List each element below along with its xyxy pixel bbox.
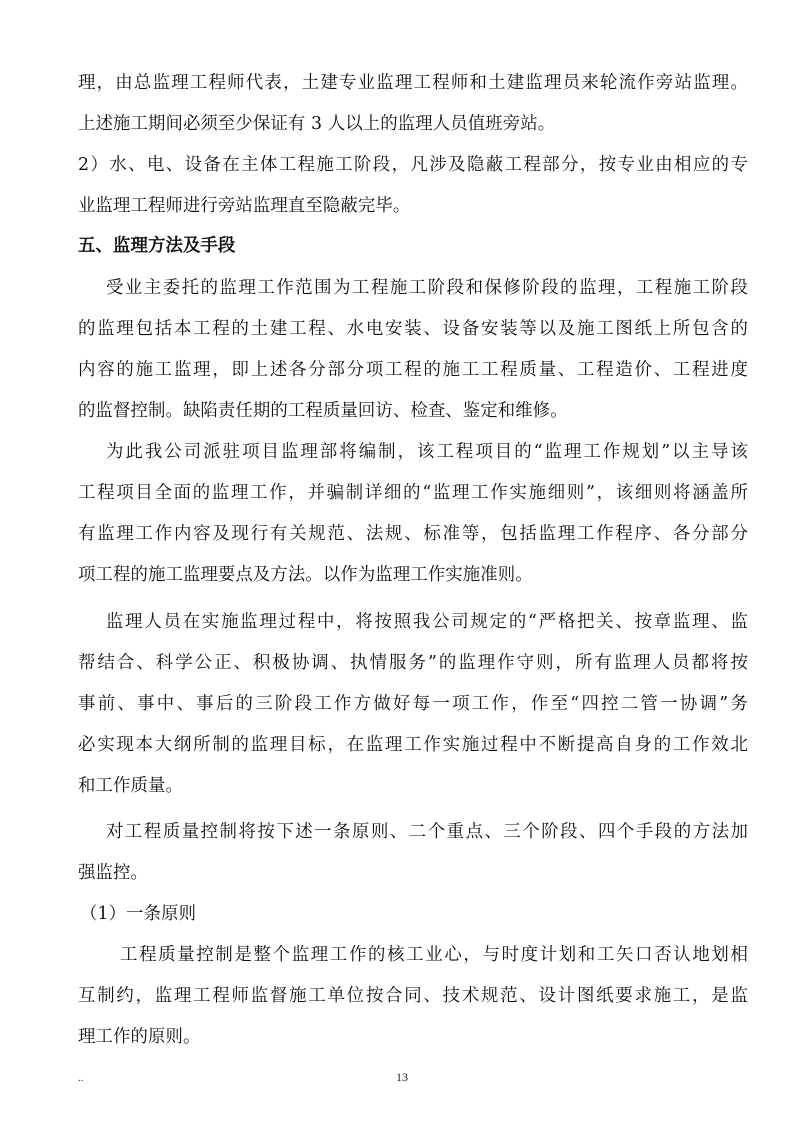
text-line: 事前、事中、事后的三阶段工作方做好每一项工作，作至“四控二管一协调”务 [78,694,748,714]
footer-mark: .. [78,1072,84,1084]
text-line: 上述施工期间必须至少保证有 3 人以上的监理人员值班旁站。 [78,114,556,134]
text-line: 受业主委托的监理工作范围为工程施工阶段和保修阶段的监理，工程施工阶段 [106,278,748,298]
text-line: 必实现本大纲所制的监理目标，在监理工作实施过程中不断提高自身的工作效北 [78,735,748,755]
text-line: 工程项目全面的监理工作，并骗制详细的“监理工作实施细则”，该细则将涵盖所 [78,483,748,503]
text-line: 为此我公司派驻项目监理部将编制，该工程项目的“监理工作规划”以主导该 [106,442,748,462]
text-line: 理，由总监理工程师代表，土建专业监理工程师和土建监理员来轮流作旁站监理。 [78,73,748,93]
text-line: 互制约，监理工程师监督施工单位按合同、技术规范、设计图纸要求施工，是监 [78,986,748,1006]
section-heading: 五、监理方法及手段 [78,236,236,256]
text-line: 理工作的原则。 [78,1027,201,1047]
text-line: 2）水、电、设备在主体工程施工阶段，凡涉及隐蔽工程部分，按专业由相应的专 [78,155,748,175]
subheading: （1）一条原则 [80,904,197,924]
text-line: 有监理工作内容及现行有关规范、法规、标准等，包括监理工作程序、各分部分 [78,524,748,544]
text-line: 的监理包括本工程的土建工程、水电安装、设备安装等以及施工图纸上所包含的 [78,319,748,339]
text-line: 内容的施工监理，即上述各分部分项工程的施工工程质量、工程造价、工程进度 [78,360,748,380]
page-number: 13 [396,1070,408,1084]
text-line: 和工作质量。 [78,776,183,796]
text-line: 业监理工程师进行旁站监理直至隐蔽完毕。 [78,196,411,216]
text-line: 监理人员在实施监理过程中，将按照我公司规定的“严格把关、按章监理、监 [106,612,748,632]
text-line: 帮结合、科学公正、积极协调、执情服务”的监理作守则，所有监理人员都将按 [78,653,748,673]
text-line: 的监督控制。缺陷责任期的工程质量回访、检查、鉴定和维修。 [78,401,568,421]
text-line: 工程质量控制是整个监理工作的核工业心，与时度计划和工矢口否认地划相 [120,945,748,965]
text-line: 强监控。 [78,863,148,883]
text-line: 对工程质量控制将按下述一条原则、二个重点、三个阶段、四个手段的方法加 [106,822,748,842]
text-line: 项工程的施工监理要点及方法。以作为监理工作实施准则。 [78,565,533,585]
